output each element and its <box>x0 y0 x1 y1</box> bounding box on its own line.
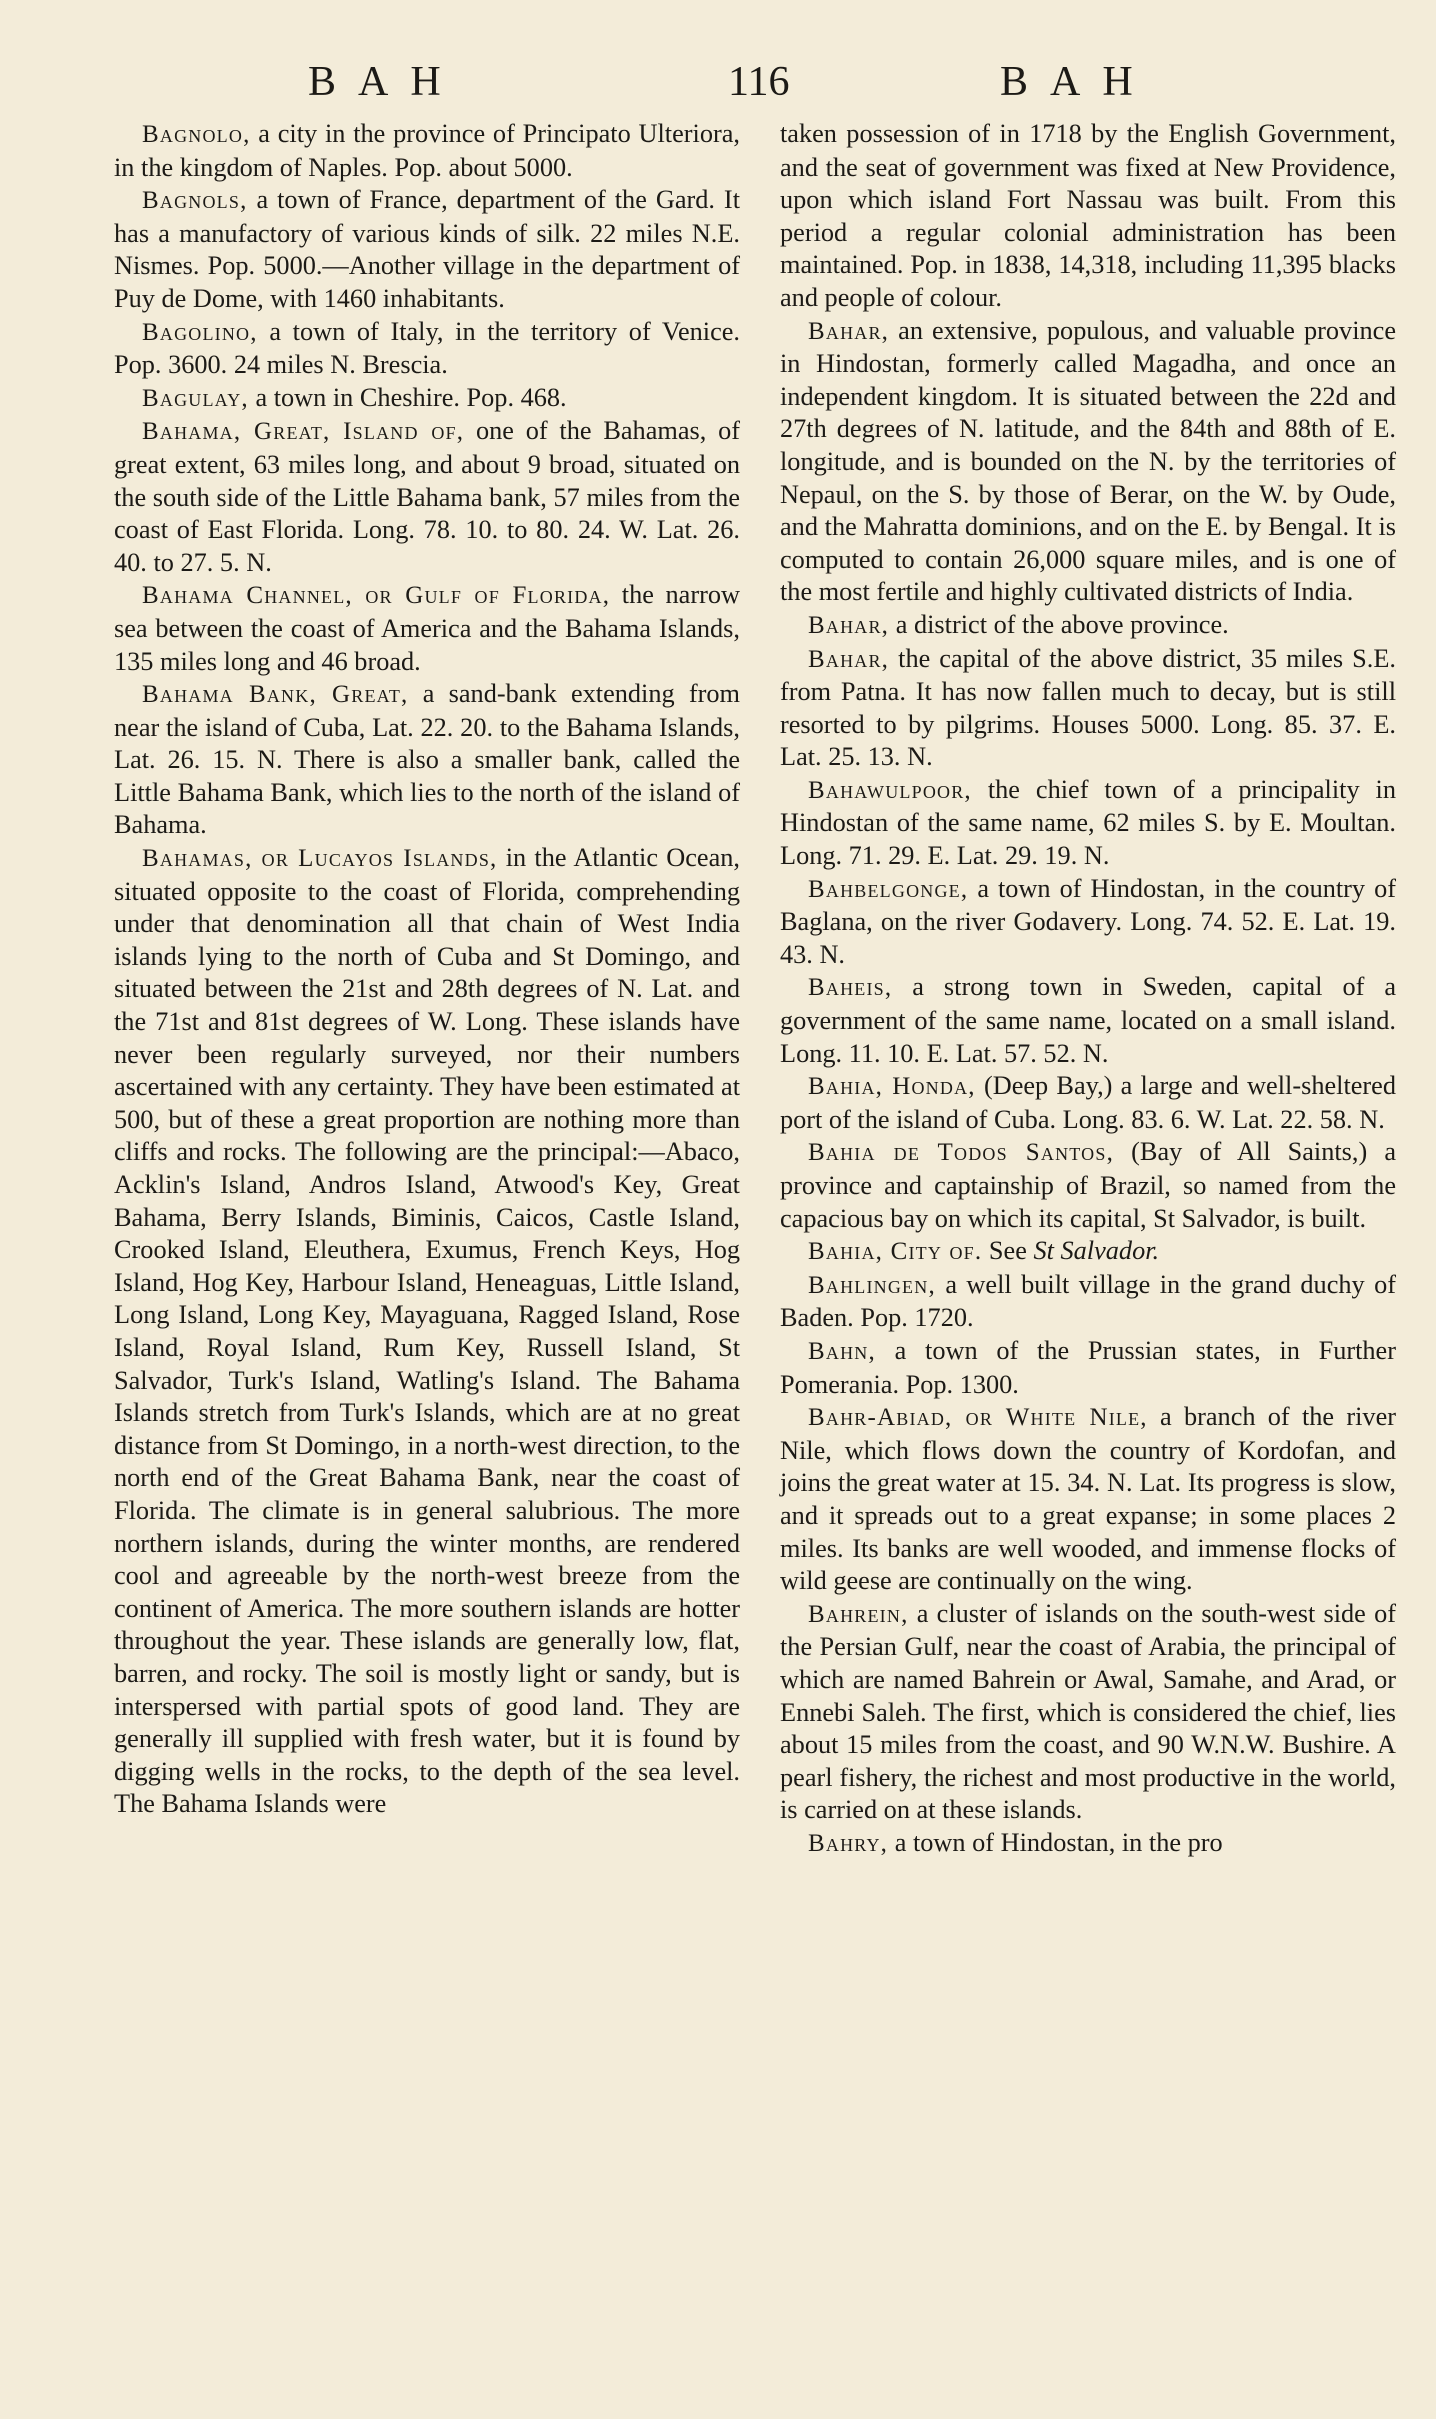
entry-text: a branch of the river Nile, which flows down the country of Kordofan, and joins the great water at 15. 34. N. Lat. Its progress is slow, and it spreads out to a great expanse; in some places 2 miles. Its banks are well wooded, and immense flocks of wild geese are continually on the wing. <box>780 1402 1396 1596</box>
entry-text: a town of the Prussian states, in Further Pomerania. Pop. 1300. <box>780 1335 1396 1399</box>
entry-text: a town of France, department of the Gard. It has a manufactory of various kinds of silk. 22 miles N.E. Nismes. Pop. 5000.—Another village in the department of Puy de Dome, with 1460 inhabitants. <box>114 185 740 313</box>
entry-text: in the Atlantic Ocean, situated opposite to the coast of Florida, comprehending under that denomination all that chain of West India islands lying to the north of Cuba and St Domingo, and situated between the 21st and 28th degrees of N. Lat. and the 71st and 81st degrees of W. Long. These islands have never been regularly surveyed, nor their numbers ascertained with any certainty. They have been estimated at 500, but of these a great proportion are nothing more than cliffs and rocks. The following are the principal:—Abaco, Acklin's Island, Andros Island, Atwood's Key, Great Bahama, Berry Islands, Biminis, Caicos, Castle Island, Crooked Island, Eleuthera, Exumus, French Keys, Hog Island, Hog Key, Harbour Island, Heneaguas, Little Island, Long Island, Long Key, Mayaguana, Ragged Island, Rose Island, Royal Island, Rum Key, Russell Island, St Salvador, Turk's Island, Watling's Island. The Bahama Islands stretch from Turk's Islands, which are at no great distance from St Domingo, in a north-west direction, to the north end of the Great Bahama Bank, near the coast of Florida. The climate is in general salubrious. The more northern islands, during the winter months, are rendered cool and agreeable by the north-west breeze from the continent of America. The more southern islands are hotter throughout the year. These islands are generally low, flat, barren, and rocky. The soil is mostly light or sandy, but is interspersed with partial spots of good land. They are generally ill supplied with fresh water, but it is found by digging wells in the rocks, to the depth of the sea level. The Bahama Islands were <box>114 843 740 1819</box>
entry-headword: Bahbelgonge, <box>808 875 969 903</box>
entry-text: a town of Hindostan, in the pro <box>888 1827 1223 1857</box>
entry <box>780 1598 1396 1827</box>
entry-text: (Bay of All Saints,) a province and captainship of Brazil, so named from the capacious bay on which its capital, St Salvador, is built. <box>780 1137 1396 1233</box>
entry-text: a town of Hindostan, in the country of Baglana, on the river Godavery. Long. 74. 52. E. Lat. 19. 43. N. <box>780 873 1396 969</box>
entry <box>114 118 740 184</box>
entry <box>114 579 740 678</box>
entry <box>780 1335 1396 1401</box>
page-header <box>0 52 1436 112</box>
entry <box>780 1136 1396 1235</box>
entry <box>780 774 1396 873</box>
entry <box>780 1827 1396 1861</box>
entry <box>114 842 740 1821</box>
entry <box>114 316 740 382</box>
entry <box>780 609 1396 643</box>
entry-text: See <box>982 1236 1034 1266</box>
entry-text: one of the Bahamas, of great extent, 63 miles long, and about 9 broad, situated on the south side of the Little Bahama bank, 57 miles from the coast of East Florida. Long. 78. 10. to 80. 24. W. Lat. 26. 40. to 27. 5. N. <box>114 416 740 577</box>
entry-headword: Bahar, <box>808 317 890 345</box>
entry-headword: Bagolino, <box>142 318 258 346</box>
entry-text: a strong town in Sweden, capital of a government of the same name, located on a small island. Long. 11. 10. E. Lat. 57. 52. N. <box>780 972 1396 1068</box>
entry-headword: Bahn, <box>808 1337 876 1365</box>
entry <box>780 971 1396 1070</box>
entry-headword: Bahama Bank, Great, <box>142 681 409 709</box>
header-left-guide-word: BAH <box>308 59 463 105</box>
entry-text: a district of the above province. <box>889 609 1229 639</box>
entry-text: a city in the province of Principato Ulteriora, in the kingdom of Naples. Pop. about 5000. <box>114 119 740 182</box>
entry-headword: Bahia, Honda, <box>808 1073 976 1101</box>
entry-headword: Bahry, <box>808 1829 889 1857</box>
entry-headword: Bagnolo, <box>142 121 251 148</box>
entry-text: the narrow sea between the coast of America and the Bahama Islands, 135 miles long and 46 broad. <box>114 580 741 676</box>
right-column <box>780 118 1396 1860</box>
entry-text: a town in Cheshire. Pop. 468. <box>248 382 567 412</box>
entry-headword: Bahia de Todos Santos, <box>808 1139 1115 1167</box>
entry-headword: Bahr-Abiad, or White Nile, <box>808 1404 1148 1432</box>
entry-headword: Bahama, Great, Island of, <box>142 418 465 446</box>
page-number: 116 <box>728 59 790 105</box>
entry <box>780 1401 1396 1598</box>
entry <box>780 1070 1396 1136</box>
entry <box>780 873 1396 972</box>
entry-text: (Deep Bay,) a large and well-sheltered port of the island of Cuba. Long. 83. 6. W. Lat. 22. 58. N. <box>780 1071 1396 1134</box>
left-column <box>114 118 740 1821</box>
entry-headword: Bahar, <box>808 611 890 639</box>
entry-headword: Bahar, <box>808 645 890 673</box>
entry-text: taken possession of in 1718 by the English Government, and the seat of government was fixed at New Providence, upon which island Fort Nassau was built. From this period a regular colonial administration has been maintained. Pop. in 1838, 14,318, including 11,395 blacks and people of colour. <box>780 119 1396 312</box>
entry-headword: Bahia, City of. <box>808 1238 983 1266</box>
entry-headword: Bagulay, <box>142 384 249 412</box>
entry-text: an extensive, populous, and valuable province in Hindostan, formerly called Magadha, and once an independent kingdom. It is situated between the 22d and 27th degrees of N. latitude, and the 84th and 88th of E. longitude, and is bounded on the N. by the territories of Nepaul, on the S. by those of Berar, on the W. by Oude, and the Mahratta dominions, and on the E. by Bengal. It is computed to contain 26,000 square miles, and is one of the most fertile and highly cultivated districts of India. <box>780 315 1396 607</box>
entry-text: a well built village in the grand duchy of Baden. Pop. 1720. <box>780 1269 1396 1333</box>
entry-text: a cluster of islands on the south-west side of the Persian Gulf, near the coast of Arabia, the principal of which are named Bahrein or Awal, Samahe, and Arad, or Ennebi Saleh. The first, which is considered the chief, lies about 15 miles from the coast, and 90 W.N.W. Bushire. A pearl fishery, the richest and most productive in the world, is carried on at these islands. <box>780 1598 1396 1825</box>
entry <box>780 1235 1396 1269</box>
entry-text: a town of Italy, in the territory of Venice. Pop. 3600. 24 miles N. Brescia. <box>114 316 740 380</box>
entry-headword: Bagnols, <box>142 187 248 215</box>
entry <box>780 1269 1396 1335</box>
header-right-guide-word: BAH <box>1000 59 1155 105</box>
entry-cross-reference: St Salvador. <box>1033 1236 1160 1266</box>
entry-text: a sand-bank extending from near the island of Cuba, Lat. 22. 20. to the Bahama Islands, Lat. 26. 15. N. There is also a smaller bank, called the Little Bahama Bank, which lies to the north of the island of Bahama. <box>114 679 740 840</box>
entry <box>780 315 1396 609</box>
entry <box>780 643 1396 774</box>
entry-continuation <box>780 118 1396 315</box>
entry-headword: Bahama Channel, or Gulf of Florida, <box>142 582 611 610</box>
entry-text: the capital of the above district, 35 miles S.E. from Patna. It has now fallen much to decay, but is still resorted to by pilgrims. Houses 5000. Long. 85. 37. E. Lat. 25. 13. N. <box>780 643 1396 772</box>
entry <box>114 678 740 842</box>
entry-headword: Bahamas, or Lucayos Islands, <box>142 845 498 873</box>
entry-headword: Bahawulpoor, <box>808 776 972 804</box>
entry <box>114 415 740 579</box>
entry-headword: Bahrein, <box>808 1600 909 1628</box>
entry-text: the chief town of a principality in Hindostan of the same name, 62 miles S. by E. Moultan. Long. 71. 29. E. Lat. 29. 19. N. <box>780 774 1396 871</box>
entry-headword: Baheis, <box>808 974 893 1002</box>
entry <box>114 382 740 416</box>
entry <box>114 184 740 315</box>
entry-headword: Bahlingen, <box>808 1271 936 1299</box>
